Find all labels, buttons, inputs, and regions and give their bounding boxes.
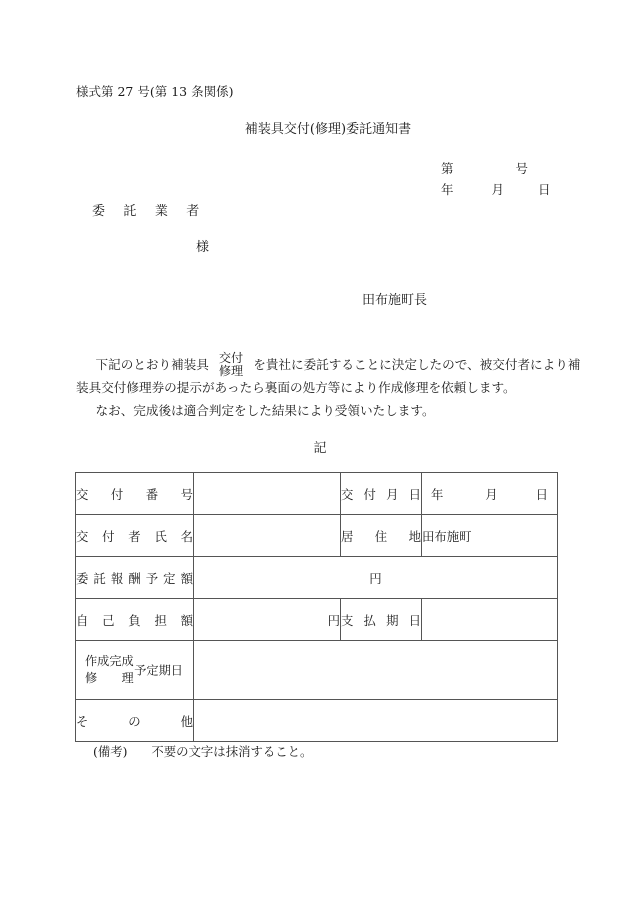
document-number-unit: 号	[515, 161, 528, 176]
recipient-honorific: 様	[196, 240, 210, 255]
issue-date-cell-month: 月	[485, 486, 498, 502]
label-completion-due-date: 予定期日	[134, 663, 183, 678]
label-commission-fee: 委託報酬予定額	[76, 570, 193, 586]
label-self-payment: 自己負担額	[76, 612, 193, 628]
issue-date-line	[441, 180, 550, 198]
form-code: 様式第 27 号(第 13 条関係)	[76, 84, 234, 99]
ki-mark: 記	[313, 441, 327, 456]
label-issue-number: 交付番号	[76, 486, 193, 502]
note-text: 不要の文字は抹消すること。	[151, 744, 313, 759]
label-payment-due: 支払期日	[341, 612, 421, 628]
cell-label-completion-due	[76, 641, 194, 700]
table-row	[76, 700, 558, 742]
cell-value-self-payment[interactable]	[194, 599, 341, 641]
cell-label-issue-number	[76, 473, 194, 515]
cell-value-other[interactable]	[194, 700, 558, 742]
cell-value-issue-number[interactable]	[194, 473, 341, 515]
stacked-option-pair	[219, 352, 243, 379]
cell-value-recipient-name[interactable]	[194, 515, 341, 557]
body-line-1-after: を貴社に委託することに決定したので、被交付者により補	[253, 357, 581, 372]
body-line-1	[76, 350, 581, 378]
cell-value-issue-date[interactable]	[422, 473, 558, 515]
value-commission-fee: 円	[369, 570, 382, 586]
note-marker: (備考)	[93, 744, 128, 759]
cell-value-residence[interactable]	[422, 515, 558, 557]
document-number-line	[441, 159, 528, 177]
body-paragraph	[76, 350, 581, 422]
cell-value-completion-due[interactable]	[194, 641, 558, 700]
body-line-2: 装具交付修理券の提示があったら裏面の処方等により作成修理を依頼します。	[76, 380, 516, 395]
cell-label-other	[76, 700, 194, 742]
issue-date-cell-day: 日	[535, 486, 548, 502]
issue-date-year: 年	[441, 182, 454, 197]
table-row	[76, 557, 558, 599]
cell-label-issue-date	[341, 473, 422, 515]
recipient-label: 委 託 業 者	[92, 204, 207, 219]
issue-date-cell-year: 年	[431, 486, 444, 502]
cell-label-recipient-name	[76, 515, 194, 557]
stacked-label-completion	[76, 641, 193, 699]
table-row	[76, 473, 558, 515]
issuer-name: 田布施町長	[362, 293, 428, 308]
stacked-option-bottom: 修理	[218, 364, 244, 378]
cell-label-payment-due	[341, 599, 422, 641]
issue-date-month: 月	[491, 182, 504, 197]
cell-label-self-payment	[76, 599, 194, 641]
body-line-1-before: 下記のとおり補装具	[95, 357, 209, 372]
stacked-label-lines	[85, 653, 134, 687]
table-row	[76, 599, 558, 641]
page-title: 補装具交付(修理)委託通知書	[244, 122, 412, 137]
value-residence: 田布施町	[422, 528, 472, 544]
label-completion-bottom: 修理	[85, 671, 134, 685]
cell-label-residence	[341, 515, 422, 557]
label-other: その他	[76, 713, 193, 729]
cell-value-payment-due[interactable]	[422, 599, 558, 641]
table-row	[76, 641, 558, 700]
label-completion-top: 作成完成	[85, 654, 134, 668]
body-line-3: なお、完成後は適合判定をした結果により受領いたします。	[95, 403, 435, 418]
table-row	[76, 515, 558, 557]
stacked-option-top: 交付	[218, 350, 244, 365]
note-line	[93, 742, 312, 760]
cell-label-commission-fee	[76, 557, 194, 599]
label-recipient-name: 交付者氏名	[76, 528, 193, 544]
label-residence: 居住地	[341, 528, 421, 544]
label-issue-date: 交付月日	[341, 486, 421, 502]
document-number-label: 第	[441, 161, 454, 176]
issue-date-day: 日	[537, 182, 551, 197]
value-self-payment: 円	[327, 612, 340, 628]
cell-value-commission-fee[interactable]	[194, 557, 558, 599]
form-table	[75, 472, 558, 742]
